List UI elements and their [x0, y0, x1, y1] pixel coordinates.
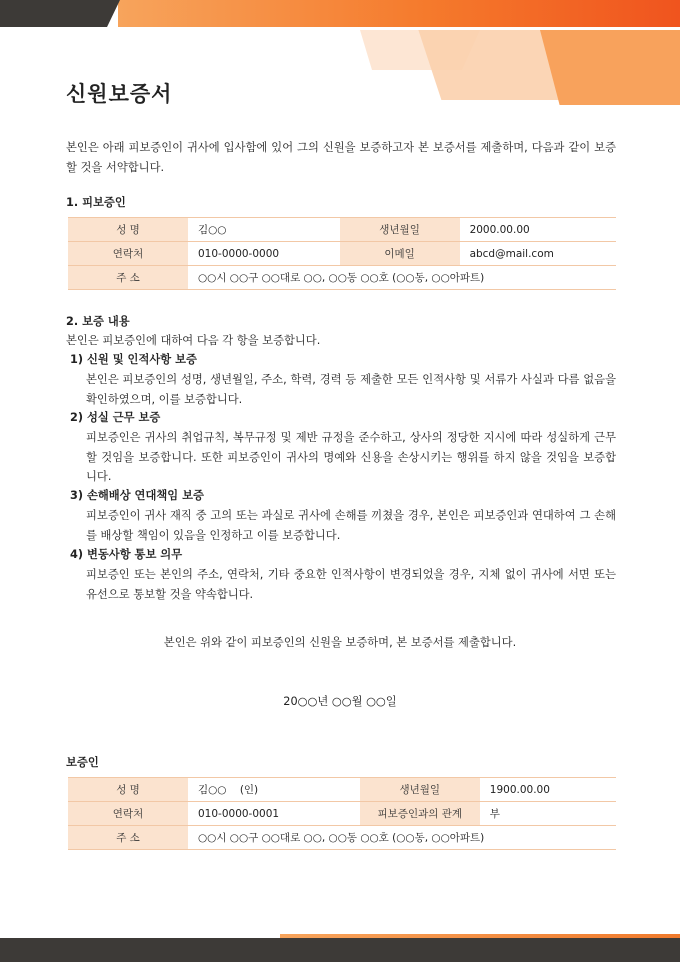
guarantor-info-table [68, 777, 616, 850]
footer-dark-bar [0, 938, 680, 962]
contact-label: 연락처 [68, 242, 188, 266]
email-label: 이메일 [340, 242, 460, 266]
item-heading: 1) 신원 및 인적사항 보증 [70, 353, 197, 366]
name-value: 김○○ (인) [188, 778, 360, 802]
address-value: ○○시 ○○구 ○○대로 ○○, ○○동 ○○호 (○○동, ○○아파트) [188, 266, 616, 290]
list-item [70, 486, 616, 545]
birth-value: 1900.00.00 [480, 778, 616, 802]
name-label: 성 명 [68, 218, 188, 242]
section-title-target: 1. 피보증인 [66, 196, 126, 209]
item-heading: 3) 손해배상 연대책임 보증 [70, 489, 204, 502]
item-heading: 4) 변동사항 통보 의무 [70, 548, 183, 561]
content-lead: 본인은 피보증인에 대하여 다음 각 항을 보증합니다. [66, 334, 321, 347]
address-label: 주 소 [68, 826, 188, 850]
contact-label: 연락처 [68, 802, 188, 826]
section-title-guarantor: 보증인 [66, 756, 99, 769]
relation-value: 부 [480, 802, 616, 826]
header-shape-right [540, 30, 680, 105]
item-body: 본인은 피보증인의 성명, 생년월일, 주소, 학력, 경력 등 제출한 모든 인적사항 및 서류가 사실과 다름 없음을 확인하였으며, 이를 보증합니다. [86, 373, 616, 406]
closing-statement: 본인은 위와 같이 피보증인의 신원을 보증하며, 본 보증서를 제출합니다. [163, 636, 517, 649]
birth-value: 2000.00.00 [460, 218, 616, 242]
table-row [68, 242, 616, 266]
address-label: 주 소 [68, 266, 188, 290]
birth-label: 생년월일 [340, 218, 460, 242]
name-label: 성 명 [68, 778, 188, 802]
document-date: 20○○년 ○○월 ○○일 [283, 695, 397, 708]
list-item [70, 545, 616, 604]
section-title-content: 2. 보증 내용 [66, 315, 130, 328]
header-orange-bar [118, 0, 680, 30]
address-value: ○○시 ○○구 ○○대로 ○○, ○○동 ○○호 (○○동, ○○아파트) [188, 826, 616, 850]
list-item [70, 408, 616, 487]
header-dark-strip [0, 0, 120, 30]
contact-value: 010-0000-0001 [188, 802, 360, 826]
contact-value: 010-0000-0000 [188, 242, 340, 266]
item-body: 피보증인이 귀사 재직 중 고의 또는 과실로 귀사에 손해를 끼쳤을 경우, 본인은 피보증인과 연대하여 그 손해를 배상할 책임이 있음을 인정하고 이를 보증합니다. [86, 509, 616, 542]
header-divider-line [0, 27, 680, 30]
list-item [70, 350, 616, 409]
table-row [68, 218, 616, 242]
item-heading: 2) 성실 근무 보증 [70, 411, 161, 424]
item-body: 피보증인 또는 본인의 주소, 연락처, 기타 중요한 인적사항이 변경되었을 경우, 지체 없이 귀사에 서면 또는 유선으로 통보할 것을 약속합니다. [86, 568, 616, 601]
email-value: abcd@mail.com [460, 242, 616, 266]
relation-label: 피보증인과의 관계 [360, 802, 480, 826]
intro-paragraph: 본인은 아래 피보증인이 귀사에 입사함에 있어 그의 신원을 보증하고자 본 보증서를 제출하며, 다음과 같이 보증할 것을 서약합니다. [66, 141, 616, 174]
table-row [68, 802, 616, 826]
document-title: 신원보증서 [66, 82, 173, 106]
birth-label: 생년월일 [360, 778, 480, 802]
table-row [68, 778, 616, 802]
name-value: 김○○ [188, 218, 340, 242]
table-row [68, 826, 616, 850]
table-row [68, 266, 616, 290]
target-info-table [68, 217, 616, 290]
item-body: 피보증인은 귀사의 취업규칙, 복무규정 및 제반 규정을 준수하고, 상사의 정당한 지시에 따라 성실하게 근무할 것임을 보증합니다. 또한 피보증인이 귀사의 명예와 신용을 손상시키는 행위를 하지 않을 것임을 보증합니다. [86, 431, 616, 483]
